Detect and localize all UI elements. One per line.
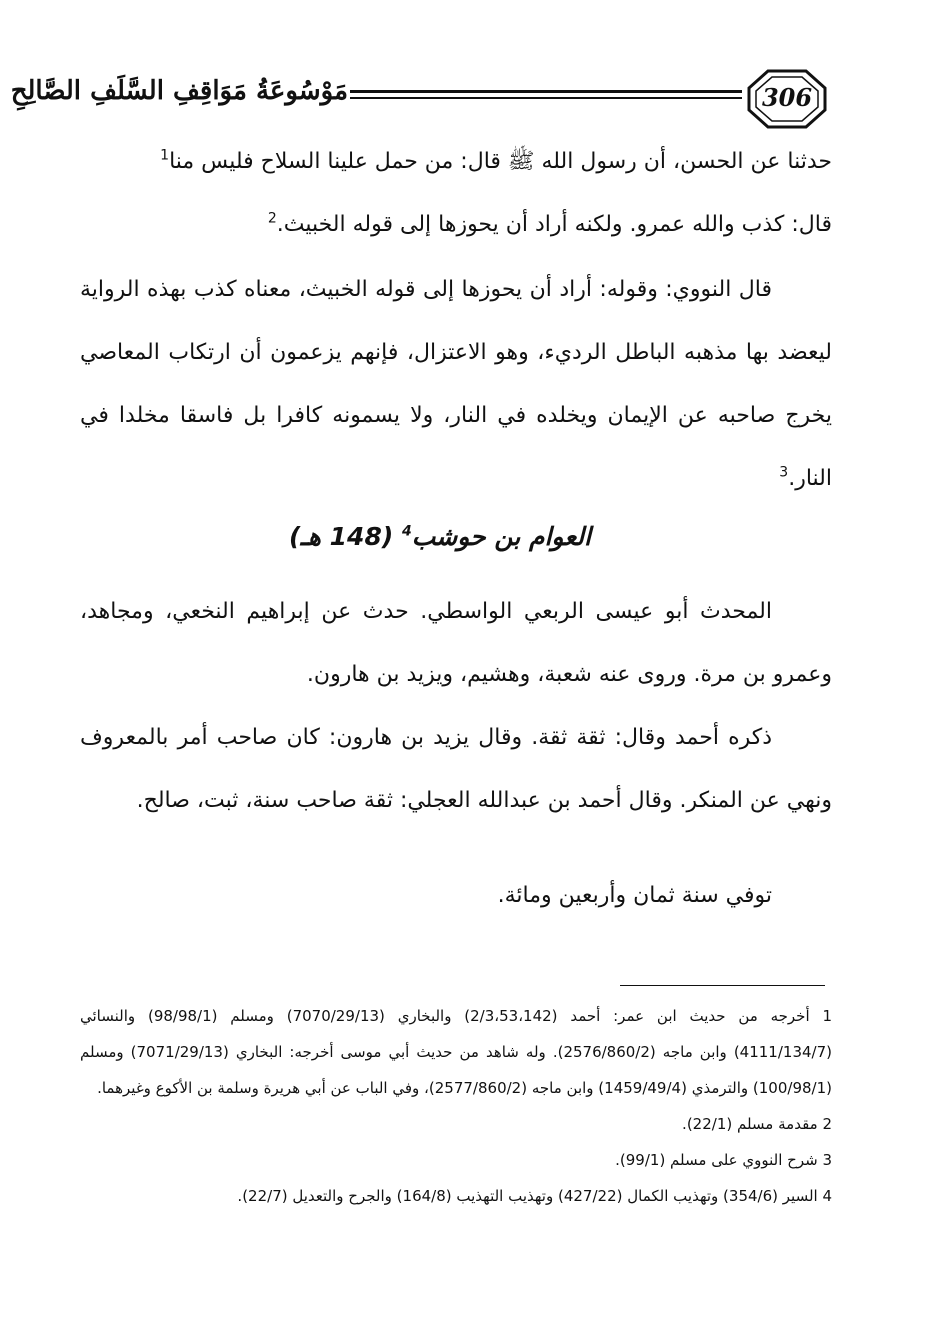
text-run: قال النووي: وقوله: أراد أن يحوزها إلى قوله الخبيث، معناه كذب بهذه الرواية ليعضد بها مذهبه الباطل الرديء، وهو الاعتزال، فإنهم يزعمون أن ارتكاب المعاصي يخرج صاحبه عن الإيمان ويخلده في النار، ولا يسمونه كافرا بل فاسقا مخلدا في النار. <box>80 277 832 491</box>
header-rule <box>350 90 742 99</box>
page-number: 306 <box>761 83 813 112</box>
text-run: حدثنا عن الحسن، أن رسول الله ﷺ قال: من حمل علينا السلاح فليس منا <box>169 149 832 174</box>
paragraph-praise <box>80 706 832 832</box>
footnote-4: 4 السير (354/6) وتهذيب الكمال (427/22) وتهذيب التهذيب (164/8) والجرح والتعديل (22/7). <box>237 1187 832 1205</box>
footnote-ref: 2 <box>267 210 277 227</box>
footnote-separator <box>620 985 825 986</box>
page-header <box>10 68 848 130</box>
paragraph-bio <box>80 580 832 706</box>
book-title: مَوْسُوعَةُ مَوَاقِفِ السَّلَفِ الصَّالِحِ <box>10 76 348 106</box>
paragraph-text: ذكره أحمد وقال: ثقة ثقة. وقال يزيد بن هارون: كان صاحب أمر بالمعروف ونهي عن المنكر. وقال أحمد بن عبدالله العجلي: ثقة صاحب سنة، ثبت، صالح. <box>80 725 832 813</box>
paragraph-death <box>80 864 832 927</box>
section-heading <box>260 522 620 551</box>
footnote-3: 3 شرح النووي على مسلم (99/1). <box>615 1151 832 1169</box>
footnote-ref: 3 <box>779 464 789 481</box>
paragraph-text <box>80 258 832 510</box>
paragraph-hadith <box>80 130 832 256</box>
paragraph-text: توفي سنة ثمان وأربعين ومائة. <box>497 883 772 908</box>
paragraph-line <box>80 130 832 193</box>
paragraph-nawawi <box>80 258 832 510</box>
heading-date: (148 هـ) <box>289 522 394 551</box>
footnotes <box>80 998 832 1214</box>
text-run: قال: كذب والله عمرو. ولكنه أراد أن يحوزها إلى قوله الخبيث. <box>276 212 832 237</box>
heading-name: العوام بن حوشب <box>411 522 591 551</box>
paragraph-text: المحدث أبو عيسى الربعي الواسطي. حدث عن إبراهيم النخعي، ومجاهد، وعمرو بن مرة. وروى عنه شعبة، وهشيم، ويزيد بن هارون. <box>80 599 832 687</box>
footnote-ref: 4 <box>402 523 412 540</box>
footnote-2: 2 مقدمة مسلم (22/1). <box>682 1115 832 1133</box>
page-number-badge <box>746 68 828 130</box>
paragraph-line <box>80 193 832 256</box>
footnote-1: 1 أخرجه من حديث ابن عمر: أحمد (2/3،53،142) والبخاري (7070/29/13) ومسلم (98/98/1) والنسائي (4111/134/7) وابن ماجه (2576/860/2). وله شاهد من حديث أبي موسى أخرجه: البخاري (7071/29/13) ومسلم (100/98/1) والترمذي (1459/49/4) وابن ماجه (2577/860/2)، وفي الباب عن أبي هريرة وسلمة بن الأكوع وغيرهما. <box>80 1007 832 1097</box>
footnote-ref: 1 <box>160 147 170 164</box>
